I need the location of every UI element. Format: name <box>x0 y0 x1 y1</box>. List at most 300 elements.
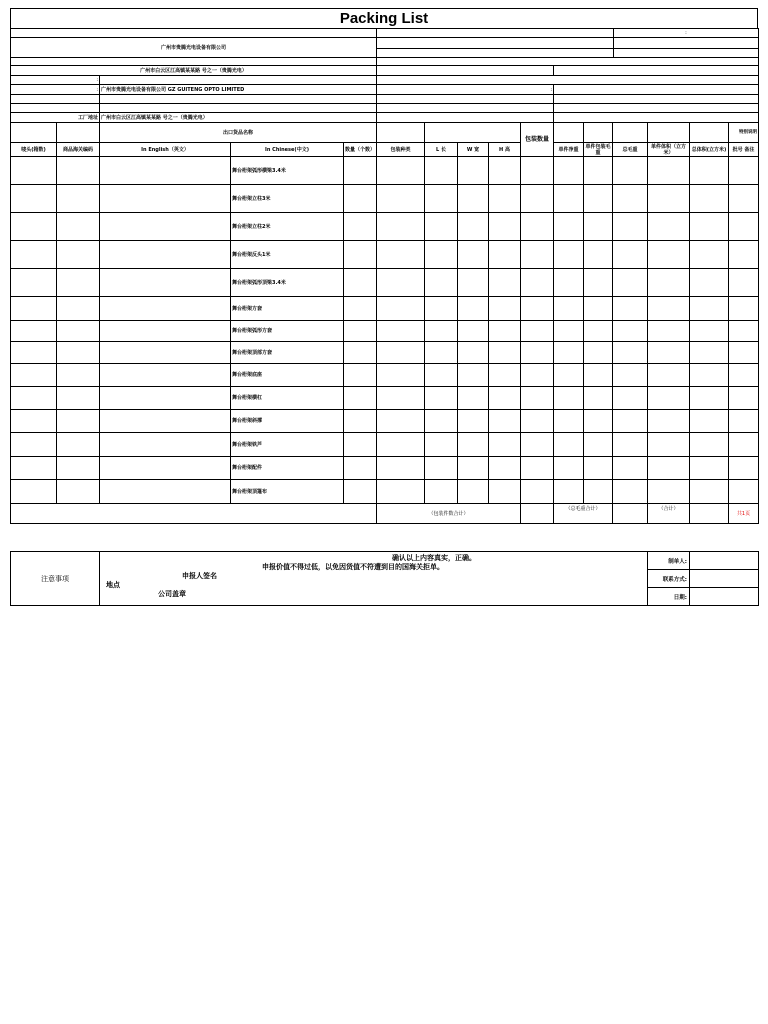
item-cell <box>584 342 613 364</box>
item-cell <box>729 213 759 241</box>
table-row <box>11 342 759 364</box>
item-cell <box>690 321 729 342</box>
item-cell <box>690 213 729 241</box>
column-unit-gross: 单件包装毛重 <box>585 143 611 156</box>
item-cell <box>521 321 554 342</box>
totals-cell <box>613 504 648 524</box>
item-cell <box>489 480 521 504</box>
column-width: W 宽 <box>458 143 489 157</box>
item-cell <box>729 410 759 433</box>
item-cell <box>377 342 425 364</box>
item-cell <box>648 433 690 457</box>
item-cell <box>489 433 521 457</box>
item-cell <box>554 321 584 342</box>
item-cell <box>425 410 458 433</box>
header-cell <box>554 66 759 76</box>
item-cell <box>489 387 521 410</box>
items-table <box>10 122 759 524</box>
item-cell <box>729 321 759 342</box>
item-cell <box>554 457 584 480</box>
item-cell <box>344 185 377 213</box>
item-cell <box>489 241 521 269</box>
item-cell <box>613 241 648 269</box>
item-cell <box>648 157 690 185</box>
item-cell <box>648 342 690 364</box>
totals-cell <box>11 504 377 524</box>
item-cell <box>100 457 231 480</box>
header-cell <box>377 38 614 49</box>
item-cell <box>11 364 57 387</box>
item-cell <box>57 433 100 457</box>
item-cell <box>613 297 648 321</box>
item-cell <box>458 457 489 480</box>
column-hs-code: 商品海关编码 <box>57 143 100 157</box>
item-cell <box>554 185 584 213</box>
contact-value[interactable] <box>690 570 759 588</box>
item-cell <box>521 342 554 364</box>
column-total-volume: 总体积(立方米) <box>690 143 729 157</box>
item-chinese-name: 舞台桁架弧形方套 <box>231 321 344 342</box>
item-cell <box>613 433 648 457</box>
item-cell <box>344 342 377 364</box>
page-title: Packing List <box>10 8 758 29</box>
table-row <box>11 480 759 504</box>
item-cell <box>729 364 759 387</box>
item-cell <box>648 241 690 269</box>
item-cell <box>729 241 759 269</box>
item-cell <box>344 213 377 241</box>
item-cell <box>584 269 613 297</box>
item-cell <box>100 213 231 241</box>
item-cell <box>458 480 489 504</box>
item-cell <box>377 433 425 457</box>
item-cell <box>344 480 377 504</box>
item-cell <box>584 297 613 321</box>
item-cell <box>521 410 554 433</box>
item-cell <box>690 241 729 269</box>
total-packages: （包装件数合计） <box>377 504 521 524</box>
notes-content <box>100 552 648 606</box>
item-cell <box>57 321 100 342</box>
item-cell <box>425 342 458 364</box>
item-cell <box>489 297 521 321</box>
company-address: 广州市白云区江高镇某某路 号之一（贵腾光电） <box>11 66 377 76</box>
item-cell <box>377 241 425 269</box>
item-cell <box>554 297 584 321</box>
item-cell <box>613 387 648 410</box>
item-cell <box>100 297 231 321</box>
total-gross-weight: （总毛重合计） <box>554 504 613 524</box>
item-cell <box>729 387 759 410</box>
item-cell <box>57 297 100 321</box>
item-cell <box>554 241 584 269</box>
item-cell <box>489 457 521 480</box>
item-cell <box>584 433 613 457</box>
table-row <box>11 297 759 321</box>
item-cell <box>344 410 377 433</box>
header-cell <box>11 104 100 113</box>
item-cell <box>100 364 231 387</box>
item-cell <box>344 433 377 457</box>
item-cell <box>100 241 231 269</box>
item-cell <box>57 157 100 185</box>
signature-label: 申报人签名 <box>182 572 217 580</box>
item-cell <box>377 364 425 387</box>
place-label: 地点 <box>106 581 120 589</box>
header-cell <box>613 123 648 143</box>
item-cell <box>100 185 231 213</box>
header-cell <box>554 123 584 143</box>
item-cell <box>425 241 458 269</box>
item-cell <box>521 157 554 185</box>
header-cell <box>377 123 425 143</box>
item-cell <box>521 185 554 213</box>
column-pkg-count: 包装数量 <box>521 123 554 157</box>
date-value[interactable] <box>690 588 759 606</box>
item-cell <box>458 269 489 297</box>
item-cell <box>554 364 584 387</box>
item-cell <box>521 364 554 387</box>
item-cell <box>425 457 458 480</box>
item-cell <box>690 387 729 410</box>
item-cell <box>584 321 613 342</box>
item-cell <box>458 297 489 321</box>
item-chinese-name: 舞台桁架顶部方套 <box>231 342 344 364</box>
item-cell <box>584 185 613 213</box>
item-cell <box>100 387 231 410</box>
item-cell <box>377 387 425 410</box>
item-cell <box>521 213 554 241</box>
column-unit-volume: 单件体积（立方米） <box>648 143 690 157</box>
item-cell <box>521 241 554 269</box>
item-cell <box>425 297 458 321</box>
header-small-mark: : <box>377 85 554 95</box>
item-cell <box>613 321 648 342</box>
item-cell <box>521 269 554 297</box>
item-cell <box>344 269 377 297</box>
item-cell <box>521 480 554 504</box>
warning-text: 申报价值不得过低，以免因货值不符遭到目的国海关拒单。 <box>262 563 444 571</box>
item-cell <box>690 433 729 457</box>
item-cell <box>489 185 521 213</box>
header-cell <box>584 123 613 143</box>
confirm-text: 确认以上内容真实，正确。 <box>392 554 476 562</box>
item-cell <box>554 387 584 410</box>
item-cell <box>57 185 100 213</box>
item-cell <box>729 342 759 364</box>
packing-list-sheet <box>10 8 758 524</box>
item-chinese-name: 舞台桁架斜撑 <box>231 410 344 433</box>
column-qty: 数量（个数） <box>344 143 377 157</box>
item-cell <box>344 457 377 480</box>
item-cell <box>458 433 489 457</box>
company-name: 广州市贵腾光电设备有限公司 <box>11 38 377 58</box>
item-cell <box>425 321 458 342</box>
item-cell <box>613 185 648 213</box>
header-cell <box>100 76 377 85</box>
item-cell <box>377 480 425 504</box>
header-cell <box>377 104 554 113</box>
column-remark-top: 特别说明 <box>729 123 759 143</box>
header-cell <box>377 113 554 123</box>
item-cell <box>11 342 57 364</box>
factory-label: 工厂地址 <box>11 113 100 123</box>
seal-label: 公司盖章 <box>158 590 186 598</box>
item-cell <box>344 157 377 185</box>
item-cell <box>584 457 613 480</box>
table-row <box>11 213 759 241</box>
item-cell <box>377 297 425 321</box>
header-cell <box>377 66 554 76</box>
header-cell <box>377 49 614 58</box>
item-cell <box>489 410 521 433</box>
item-cell <box>613 157 648 185</box>
item-cell <box>729 480 759 504</box>
item-cell <box>11 157 57 185</box>
item-chinese-name: 舞台桁架立柱3米 <box>231 185 344 213</box>
notes-label: 注意事项 <box>11 552 100 606</box>
header-cell <box>11 123 57 143</box>
header-cell <box>11 95 100 104</box>
item-cell <box>613 213 648 241</box>
item-cell <box>57 269 100 297</box>
item-cell <box>554 410 584 433</box>
item-cell <box>344 241 377 269</box>
item-cell <box>11 321 57 342</box>
column-total-gross: 总毛重 <box>613 143 648 157</box>
item-cell <box>344 297 377 321</box>
item-cell <box>648 297 690 321</box>
item-cell <box>458 157 489 185</box>
item-cell <box>458 364 489 387</box>
header-small-mark: : <box>11 76 100 85</box>
item-cell <box>377 457 425 480</box>
table-row <box>11 185 759 213</box>
item-cell <box>11 241 57 269</box>
item-cell <box>425 433 458 457</box>
item-cell <box>554 213 584 241</box>
item-cell <box>521 297 554 321</box>
header-cell <box>690 123 729 143</box>
item-cell <box>11 297 57 321</box>
header-cell <box>11 29 377 38</box>
header-cell <box>425 123 521 143</box>
header-table <box>10 28 759 123</box>
item-rows <box>11 157 759 504</box>
item-cell <box>377 213 425 241</box>
header-cell <box>11 58 377 66</box>
item-cell <box>729 457 759 480</box>
item-chinese-name: 舞台桁架配件 <box>231 457 344 480</box>
item-chinese-name: 舞台桁架弧形顶梁3.4米 <box>231 269 344 297</box>
item-cell <box>11 213 57 241</box>
table-row <box>11 269 759 297</box>
item-cell <box>729 297 759 321</box>
column-mark: 唛头(箱数) <box>11 143 57 157</box>
item-cell <box>57 387 100 410</box>
item-cell <box>458 185 489 213</box>
item-cell <box>648 213 690 241</box>
table-row <box>11 241 759 269</box>
item-cell <box>11 269 57 297</box>
item-cell <box>100 410 231 433</box>
item-cell <box>584 364 613 387</box>
item-cell <box>100 433 231 457</box>
item-cell <box>613 342 648 364</box>
column-height: H 高 <box>489 143 521 157</box>
header-cell <box>57 123 100 143</box>
item-cell <box>425 387 458 410</box>
item-cell <box>613 480 648 504</box>
column-pkg-type: 包装种类 <box>377 143 425 157</box>
item-cell <box>458 241 489 269</box>
header-cell <box>614 38 759 49</box>
item-cell <box>57 364 100 387</box>
item-cell <box>100 342 231 364</box>
item-cell <box>729 157 759 185</box>
page-count: 共1页 <box>729 504 759 524</box>
header-cell <box>377 95 554 104</box>
table-row <box>11 364 759 387</box>
item-cell <box>554 342 584 364</box>
item-cell <box>489 213 521 241</box>
item-cell <box>690 480 729 504</box>
item-cell <box>648 410 690 433</box>
item-cell <box>377 185 425 213</box>
item-cell <box>648 387 690 410</box>
item-cell <box>521 457 554 480</box>
item-cell <box>57 342 100 364</box>
column-chinese: In Chinese(中文) <box>231 143 344 157</box>
item-cell <box>458 321 489 342</box>
notes-table <box>10 551 759 606</box>
item-cell <box>584 480 613 504</box>
maker-label: 制单人: <box>648 552 690 570</box>
item-cell <box>648 185 690 213</box>
column-english: In English（英文） <box>100 143 231 157</box>
item-cell <box>11 433 57 457</box>
item-cell <box>344 364 377 387</box>
item-cell <box>489 157 521 185</box>
item-cell <box>377 410 425 433</box>
item-cell <box>554 157 584 185</box>
item-chinese-name: 舞台桁架立柱2米 <box>231 213 344 241</box>
contact-label: 联系方式: <box>648 570 690 588</box>
item-cell <box>690 297 729 321</box>
item-cell <box>584 410 613 433</box>
item-cell <box>11 410 57 433</box>
item-cell <box>425 157 458 185</box>
totals-cell <box>690 504 729 524</box>
item-cell <box>648 269 690 297</box>
buyer-name: 广州市贵腾光电设备有限公司 GZ GUITENG OPTO LIMITED <box>100 85 377 95</box>
item-cell <box>57 457 100 480</box>
item-chinese-name: 舞台桁架弧形横梁3.4米 <box>231 157 344 185</box>
item-cell <box>584 213 613 241</box>
column-remark: 批号 备注 <box>729 143 759 157</box>
item-cell <box>100 480 231 504</box>
item-cell <box>521 387 554 410</box>
totals-cell <box>521 504 554 524</box>
item-cell <box>690 157 729 185</box>
item-cell <box>425 480 458 504</box>
column-unit-weight: 单件净重 <box>554 143 584 157</box>
item-cell <box>613 457 648 480</box>
table-row <box>11 157 759 185</box>
item-cell <box>377 321 425 342</box>
item-cell <box>11 457 57 480</box>
item-cell <box>613 410 648 433</box>
item-cell <box>613 364 648 387</box>
item-cell <box>648 480 690 504</box>
item-cell <box>489 364 521 387</box>
header-cell <box>377 58 759 66</box>
item-cell <box>57 241 100 269</box>
header-cell <box>100 95 377 104</box>
item-chinese-name: 舞台桁架底座 <box>231 364 344 387</box>
header-cell <box>554 95 759 104</box>
item-cell <box>377 269 425 297</box>
header-cell <box>554 85 759 95</box>
notes-block <box>10 551 758 606</box>
header-cell <box>377 29 614 38</box>
item-cell <box>584 241 613 269</box>
item-cell <box>100 321 231 342</box>
item-cell <box>690 269 729 297</box>
item-cell <box>458 410 489 433</box>
item-cell <box>489 269 521 297</box>
table-row <box>11 433 759 457</box>
item-cell <box>11 480 57 504</box>
item-chinese-name: 舞台桁架反头1米 <box>231 241 344 269</box>
header-cell <box>614 49 759 58</box>
header-cell <box>100 104 377 113</box>
item-cell <box>11 387 57 410</box>
table-row <box>11 387 759 410</box>
item-cell <box>521 433 554 457</box>
item-cell <box>377 157 425 185</box>
table-row <box>11 457 759 480</box>
column-group-name: 出口货品名称 <box>100 123 377 143</box>
item-cell <box>344 387 377 410</box>
item-cell <box>690 185 729 213</box>
item-cell <box>57 410 100 433</box>
item-cell <box>584 387 613 410</box>
item-cell <box>100 269 231 297</box>
item-cell <box>458 387 489 410</box>
item-cell <box>489 342 521 364</box>
item-cell <box>458 342 489 364</box>
total-sum: （合计） <box>648 504 690 524</box>
item-chinese-name: 舞台桁架横杠 <box>231 387 344 410</box>
item-cell <box>57 213 100 241</box>
item-cell <box>648 457 690 480</box>
item-cell <box>425 269 458 297</box>
item-cell <box>344 321 377 342</box>
item-cell <box>554 269 584 297</box>
item-cell <box>729 185 759 213</box>
table-row <box>11 410 759 433</box>
header-cell <box>648 123 690 143</box>
item-cell <box>425 213 458 241</box>
item-cell <box>489 321 521 342</box>
item-cell <box>554 433 584 457</box>
item-cell <box>425 364 458 387</box>
maker-value[interactable] <box>690 552 759 570</box>
header-cell <box>554 104 759 113</box>
item-cell <box>729 433 759 457</box>
item-cell <box>100 157 231 185</box>
